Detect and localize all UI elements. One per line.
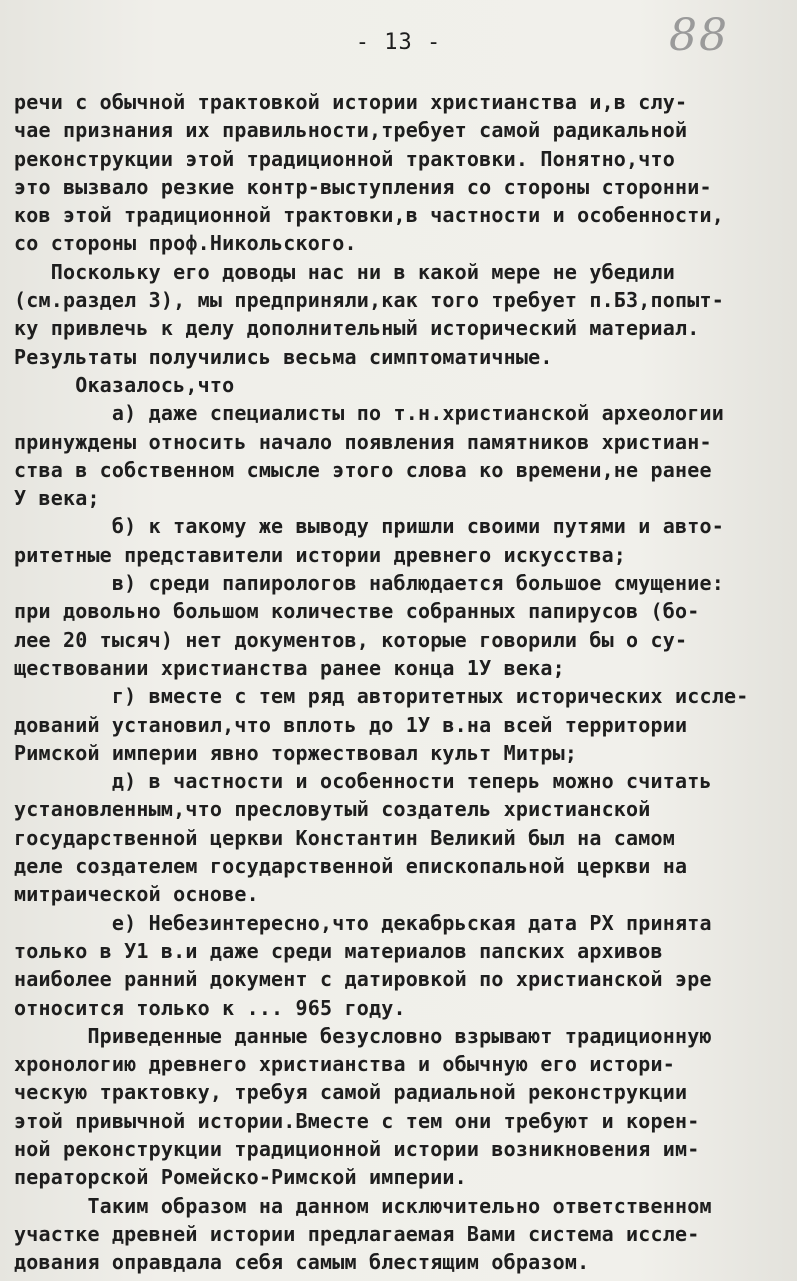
text-line: ператорской Ромейско-Римской империи. [14, 1165, 467, 1190]
text-line: речи с обычной трактовкой истории христианства и,в слу- [14, 90, 688, 114]
text-line: Приведенные данные безусловно взрывают традиционную [14, 1023, 712, 1048]
text-line: Таким образом на данном исключительно ответственном [14, 1193, 712, 1218]
typewritten-body [14, 88, 784, 1276]
text-line: Римской империи явно торжествовал культ Митры; [14, 740, 578, 765]
text-line: установленным,что пресловутый создатель христианской [14, 797, 651, 822]
text-line: при довольно большом количестве собранных папирусов (бо- [14, 599, 700, 624]
text-line: дования оправдала себя самым блестящим образом. [14, 1250, 590, 1275]
text-line: е) Небезинтересно,что декабрьская дата РХ принята [14, 910, 712, 935]
text-line: ства в собственном смысле этого слова ко времени,не ранее [14, 457, 712, 482]
text-line: чае признания их правильности,требует самой радикальной [14, 118, 688, 143]
text-line: г) вместе с тем ряд авторитетных исторических иссле- [14, 684, 749, 709]
text-line: б) к такому же выводу пришли своими путями и авто- [14, 514, 724, 539]
text-line: наиболее ранний документ с датировкой по христианской эре [14, 967, 712, 992]
text-line: ков этой традиционной трактовки,в частности и особенности, [14, 203, 724, 228]
text-line: д) в частности и особенности теперь можно считать [14, 769, 712, 794]
text-line: это вызвало резкие контр-выступления со стороны сторонни- [14, 174, 712, 199]
text-line: дований установил,что вплоть до 1У в.на всей территории [14, 712, 688, 737]
text-line: ной реконструкции традиционной истории возникновения им- [14, 1136, 700, 1161]
text-line: ческую трактовку, требуя самой радиальной реконструкции [14, 1080, 688, 1105]
text-line: со стороны проф.Никольского. [14, 231, 357, 256]
text-line: деле создателем государственной епископальной церкви на [14, 854, 688, 879]
text-line: ку привлечь к делу дополнительный исторический материал. [14, 316, 700, 341]
text-line: (см.раздел 3), мы предприняли,как того требует п.Б3,попыт- [14, 288, 724, 313]
text-line: в) среди папирологов наблюдается большое смущение: [14, 571, 724, 596]
text-line: ществовании христианства ранее конца 1У века; [14, 655, 565, 680]
text-line: Оказалось,что [14, 372, 235, 397]
text-line: митраической основе. [14, 882, 259, 907]
page-number: - 13 - [355, 30, 442, 55]
text-line: ритетные представители истории древнего искусства; [14, 542, 627, 567]
handwritten-folio-number: 88 [669, 10, 729, 61]
text-line: государственной церкви Константин Великий был на самом [14, 825, 676, 850]
text-line: реконструкции этой традиционной трактовки. Понятно,что [14, 146, 676, 171]
text-line: У века; [14, 486, 100, 511]
text-line: Результаты получились весьма симптоматичные. [14, 344, 553, 369]
text-line: принуждены относить начало появления памятников христиан- [14, 429, 712, 454]
text-line: относится только к ... 965 году. [14, 995, 406, 1020]
text-line: этой привычной истории.Вместе с тем они требуют и корен- [14, 1108, 700, 1133]
text-line: лее 20 тысяч) нет документов, которые говорили бы о су- [14, 627, 688, 652]
text-line: только в У1 в.и даже среди материалов папских архивов [14, 938, 663, 963]
text-line: участке древней истории предлагаемая Вами система иссле- [14, 1221, 700, 1246]
text-line: а) даже специалисты по т.н.христианской археологии [14, 401, 724, 426]
text-line: Поскольку его доводы нас ни в какой мере не убедили [14, 259, 676, 284]
text-line: хронологию древнего христианства и обычную его истори- [14, 1052, 676, 1077]
